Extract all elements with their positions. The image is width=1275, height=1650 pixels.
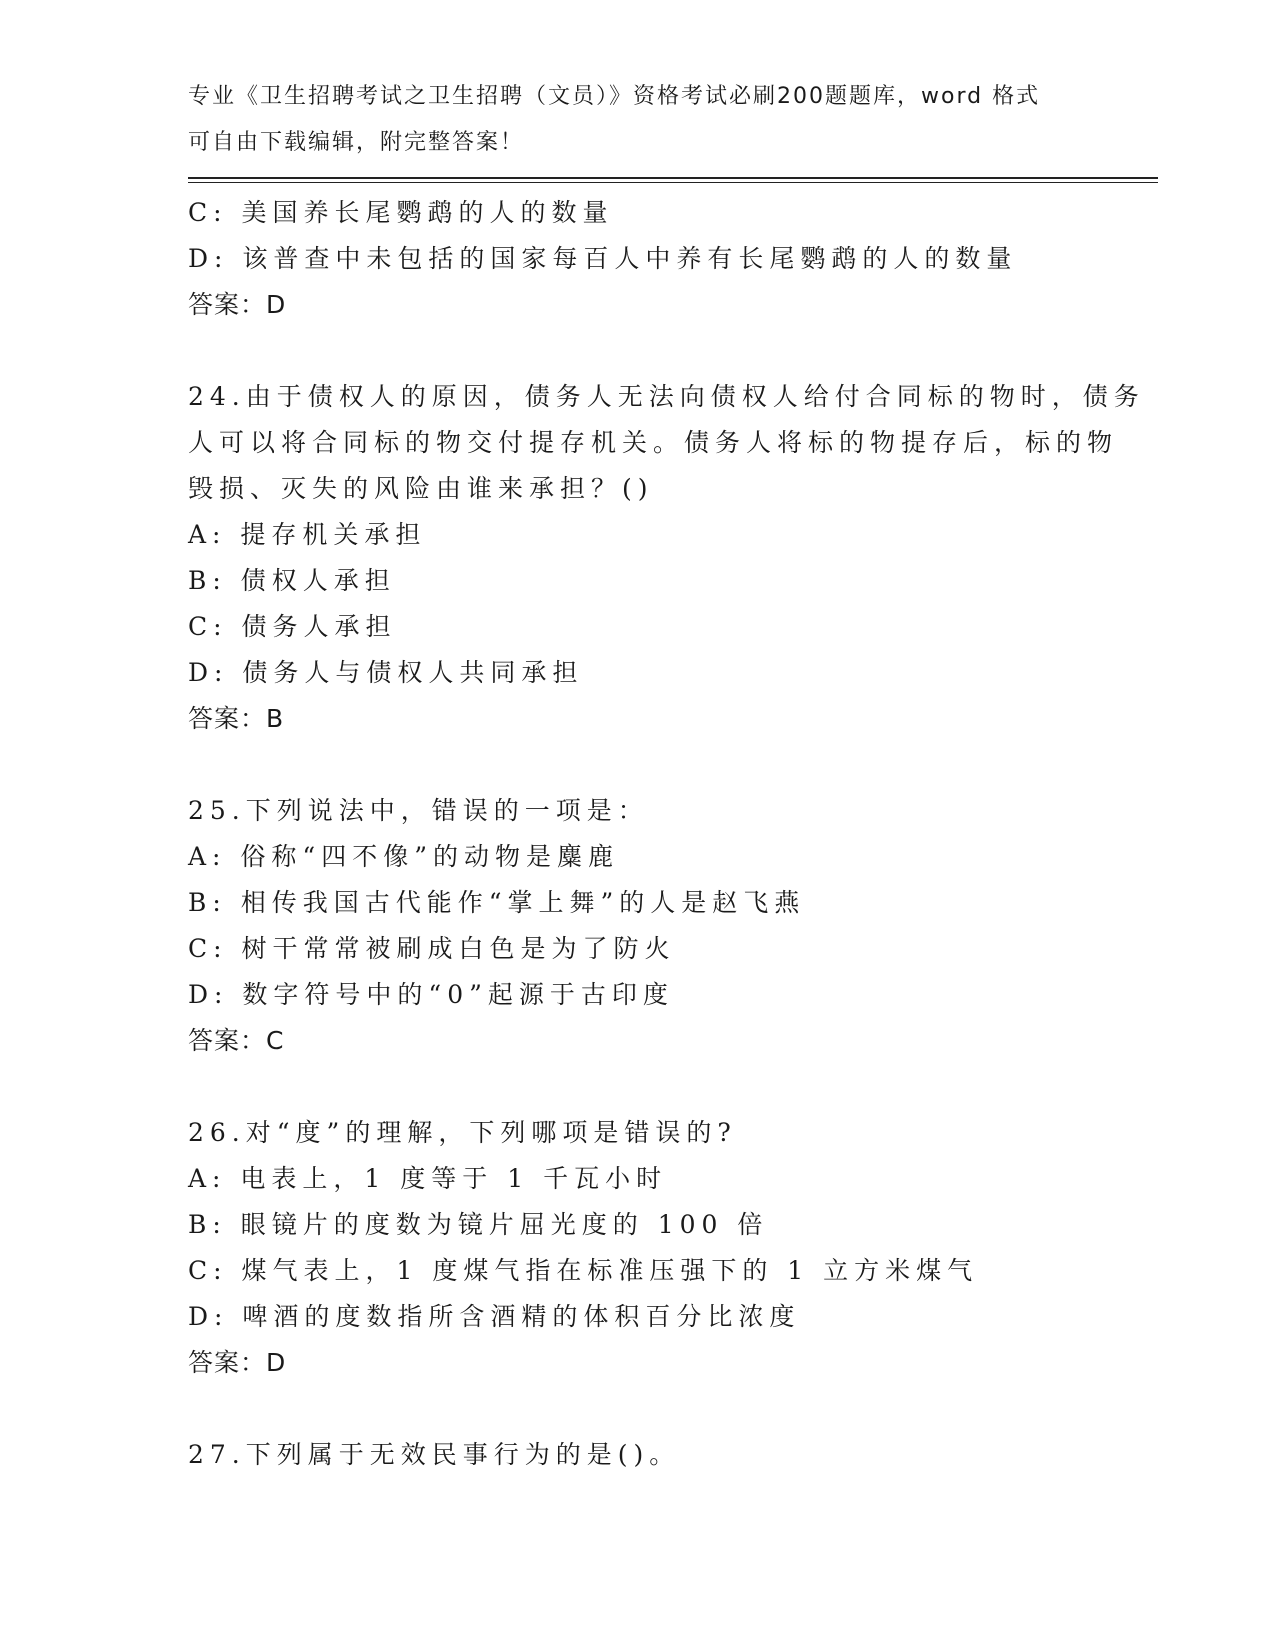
option-a: A: 俗称“四不像”的动物是麋鹿 bbox=[188, 842, 619, 871]
answer-text: 答案：D bbox=[188, 1348, 287, 1377]
answer-text: 答案：B bbox=[188, 704, 285, 733]
document-header bbox=[188, 74, 1088, 166]
answer-text: 答案：C bbox=[188, 1026, 285, 1055]
option-c: C: 树干常常被刷成白色是为了防火 bbox=[188, 934, 676, 963]
option-c: C: 美国养长尾鹦鹉的人的数量 bbox=[188, 198, 614, 227]
header-divider-thick bbox=[188, 177, 1158, 179]
option-a: A: 提存机关承担 bbox=[188, 520, 427, 549]
question-text-line: 人可以将合同标的物交付提存机关。债务人将标的物提存后，标的物 bbox=[188, 428, 1119, 457]
header-divider-thin bbox=[188, 182, 1158, 183]
answer-text: 答案：D bbox=[188, 290, 287, 319]
option-b: B: 相传我国古代能作“掌上舞”的人是赵飞燕 bbox=[188, 888, 806, 917]
option-d: D: 债务人与债权人共同承担 bbox=[188, 658, 584, 687]
question-text-line: 26.对“度”的理解，下列哪项是错误的? bbox=[188, 1118, 737, 1147]
question-list bbox=[188, 190, 1148, 1478]
question-text-line: 毁损、灭失的风险由谁来承担？() bbox=[188, 474, 654, 503]
question-text-line: 24.由于债权人的原因，债务人无法向债权人给付合同标的物时，债务 bbox=[188, 382, 1145, 411]
question-25 bbox=[188, 788, 1148, 1064]
option-b: B: 眼镜片的度数为镜片屈光度的 100 倍 bbox=[188, 1210, 769, 1239]
question-23-continued bbox=[188, 190, 1148, 328]
option-d: D: 啤酒的度数指所含酒精的体积百分比浓度 bbox=[188, 1302, 801, 1331]
question-26 bbox=[188, 1110, 1148, 1386]
question-text-line: 25.下列说法中，错误的一项是： bbox=[188, 796, 649, 825]
option-c: C: 债务人承担 bbox=[188, 612, 397, 641]
option-b: B: 债权人承担 bbox=[188, 566, 396, 595]
header-title-line-2: 可自由下载编辑，附完整答案！ bbox=[188, 130, 525, 155]
option-d: D: 数字符号中的“0”起源于古印度 bbox=[188, 980, 674, 1009]
question-text-line: 27.下列属于无效民事行为的是()。 bbox=[188, 1440, 681, 1469]
option-a: A: 电表上，1 度等于 1 千瓦小时 bbox=[188, 1164, 668, 1193]
question-24 bbox=[188, 374, 1148, 742]
option-c: C: 煤气表上，1 度煤气指在标准压强下的 1 立方米煤气 bbox=[188, 1256, 979, 1285]
option-d: D: 该普查中未包括的国家每百人中养有长尾鹦鹉的人的数量 bbox=[188, 244, 1018, 273]
question-27 bbox=[188, 1432, 1148, 1478]
header-title-line-1: 专业《卫生招聘考试之卫生招聘（文员）》资格考试必刷200题题库，word 格式 bbox=[188, 84, 1041, 109]
